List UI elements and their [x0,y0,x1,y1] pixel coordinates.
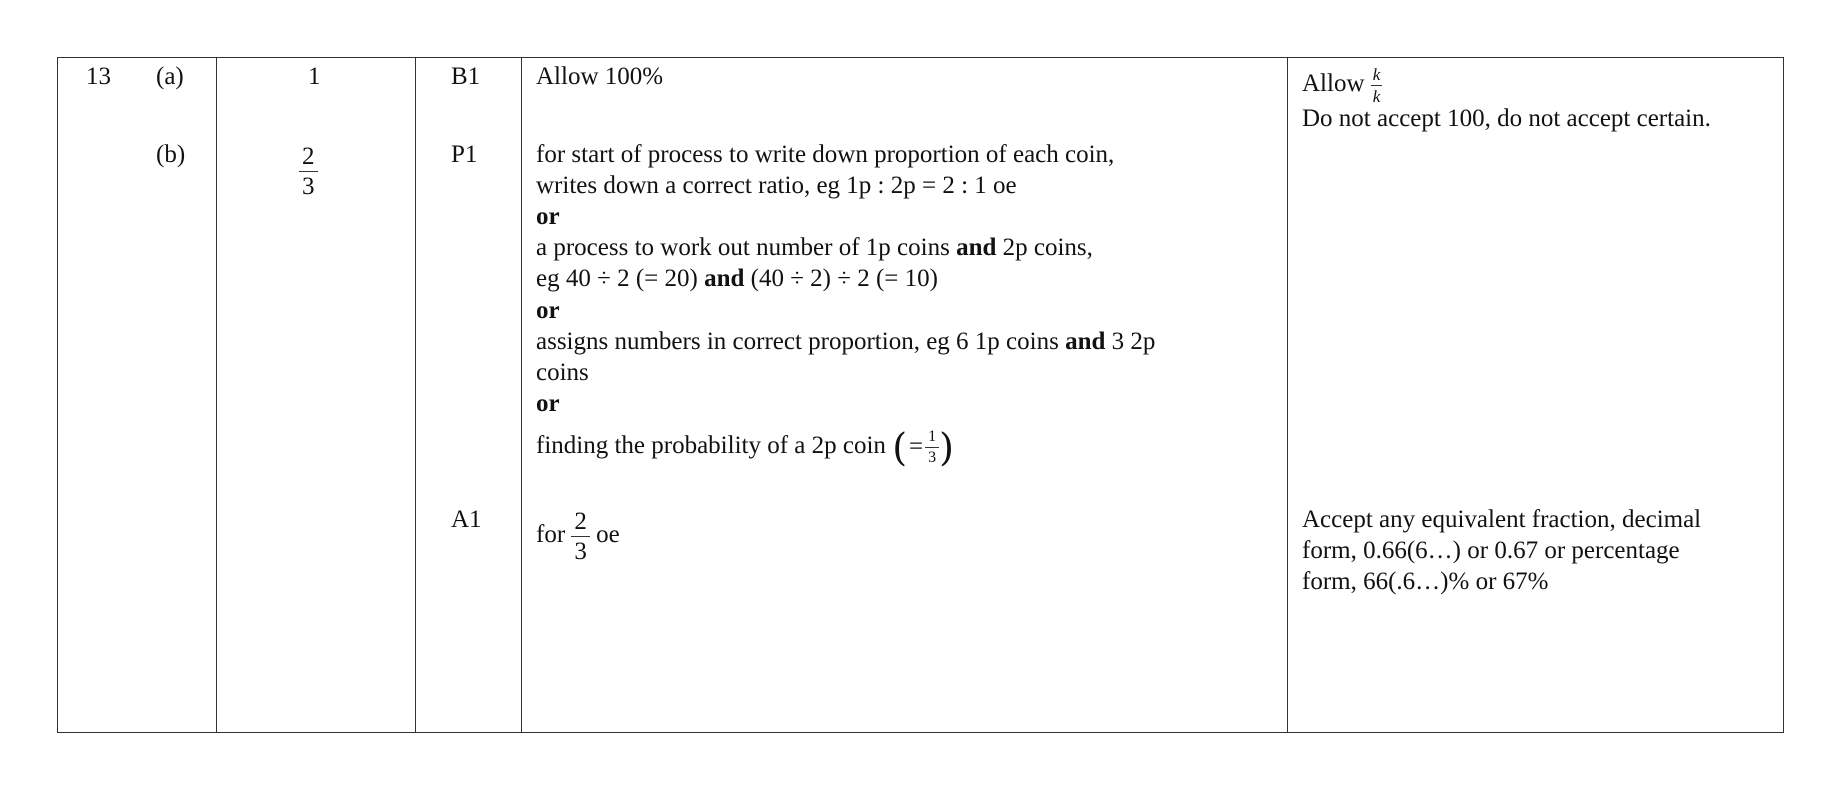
answer-fraction [299,144,318,199]
p1-line-1: for start of process to write down proportion of each coin, [536,141,1115,168]
equals-sign: = [909,433,924,461]
part-b-label: (b) [156,141,186,168]
p1-line-3-end: 2p coins, [996,234,1093,261]
left-paren: ( [892,425,908,470]
p1-line-2: writes down a correct ratio, eg 1p : 2p = 2 : 1 oe [536,172,1017,199]
p1-or-3 [536,388,560,419]
part-a-label: (a) [156,63,184,90]
p1-line-7 [536,421,954,472]
allow-label: Allow [1302,70,1365,97]
column-divider [521,58,522,732]
p1-line-5-start: assigns numbers in correct proportion, eg 6 1p coins [536,328,1066,355]
or-text: or [536,297,560,324]
a1-note-line-2: form, 0.66(6…) or 0.67 or percentage [1302,537,1680,564]
part-b-mark-a1: A1 [451,506,482,533]
right-paren: ) [939,425,954,470]
p1-or-2 [536,295,560,326]
fraction-denominator: k [1372,86,1381,106]
fraction-denominator: 3 [928,448,937,466]
fraction-numerator: 1 [925,429,939,448]
probability-fraction [925,429,939,466]
a1-guidance [536,504,620,566]
part-a-answer: 1 [308,63,321,90]
part-a-reject-note: Do not accept 100, do not accept certain. [1302,105,1711,132]
question-number: 13 [86,63,111,90]
mark-scheme-table [57,57,1784,733]
a1-prefix: for [536,521,566,548]
and-text: and [1065,328,1106,355]
part-a-allow-note [1302,61,1382,107]
p1-line-6: coins [536,359,589,386]
fraction-numerator: 2 [571,509,590,537]
a1-suffix: oe [596,521,620,548]
or-text: or [536,390,560,417]
fraction-denominator: 3 [302,173,315,200]
fraction-numerator: 2 [299,144,318,172]
p1-line-4 [536,263,938,294]
p1-line-5 [536,326,1155,357]
p1-line-3 [536,232,1093,263]
part-b-mark-p1: P1 [451,141,478,168]
p1-line-7-text: finding the probability of a 2p coin [536,432,886,459]
p1-line-5-end: 3 2p [1105,328,1156,355]
a1-note-line-1: Accept any equivalent fraction, decimal [1302,506,1702,533]
or-text: or [536,203,560,230]
p1-line-4-end: (40 ÷ 2) ÷ 2 (= 10) [744,265,938,292]
part-a-mark: B1 [451,63,481,90]
and-text: and [704,265,745,292]
and-text: and [956,234,997,261]
part-b-answer [299,144,318,199]
fraction-numerator: k [1372,64,1381,84]
fraction-denominator: 3 [574,537,587,565]
p1-line-3-start: a process to work out number of 1p coins [536,234,957,261]
column-divider [415,58,416,732]
column-divider [216,58,217,732]
column-divider [1287,58,1288,732]
p1-or-1 [536,201,560,232]
part-a-guidance: Allow 100% [536,63,664,90]
p1-line-4-start: eg 40 ÷ 2 (= 20) [536,265,705,292]
a1-note-line-3: form, 66(.6…)% or 67% [1302,568,1549,595]
k-over-k-fraction [1371,66,1383,105]
a1-fraction [571,509,590,564]
